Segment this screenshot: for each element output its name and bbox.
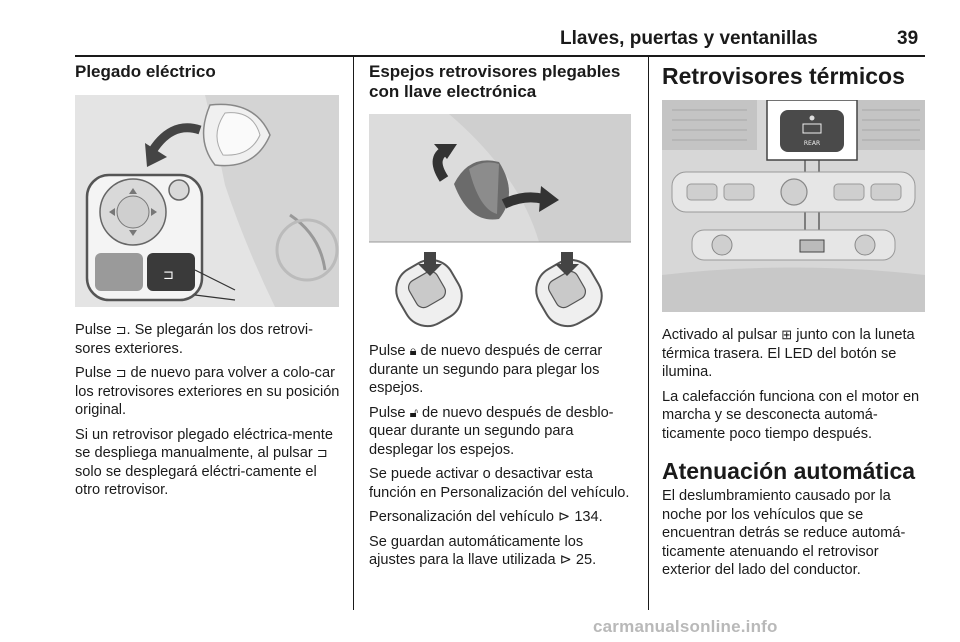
page-header-title: Llaves, puertas y ventanillas: [560, 28, 818, 49]
key-fob-drawing: [369, 114, 631, 328]
paragraph-plegado-3: Si un retrovisor plegado eléctrica-mente se despliega manualmente, al pulsar ⊐ solo se desplegará eléctri-camente el otro retrovisor.: [75, 426, 333, 498]
reference-arrow-icon: ⊳: [559, 552, 572, 568]
header-rule: [75, 55, 925, 57]
column-llave-electronica: [369, 62, 631, 576]
mirror-fold-icon: ⊐: [316, 445, 328, 460]
paragraph-atenuacion: El deslumbramiento causado por la noche por los vehículos que se encuentran detrás se reduce automá-ticamente atenuando el retrovisor exterior del lado del conductor.: [662, 488, 906, 578]
paragraph-llave-4: Personalización del vehículo ⊳ 134.: [369, 509, 603, 525]
section-heading-atenuacion: Atenuación automática: [662, 458, 916, 484]
paragraph-termicos-2: La calefacción funciona con el motor en marcha y se desconecta automá-ticamente poco tiempo después.: [662, 388, 920, 442]
paragraph-plegado-2: Pulse ⊐ de nuevo para volver a colo-car los retrovisores exteriores en su posición original.: [75, 365, 340, 418]
mirror-fold-icon: ⊐: [115, 322, 127, 337]
rear-defrost-icon: ⊞: [781, 327, 793, 342]
console-drawing: [662, 100, 925, 312]
column-retrovisores-termicos: [662, 62, 927, 586]
paragraph-plegado-1: Pulse ⊐. Se plegarán los dos retrovi-sores exteriores.: [75, 322, 314, 357]
key-fob-illustration: [369, 114, 631, 328]
rear-button-label: REAR: [803, 140, 821, 147]
paragraph-llave-2: Pulse 🔓︎ de nuevo después de desblo-quear durante un segundo para desplegar los espejos.: [369, 404, 614, 458]
column-divider-1: [353, 55, 354, 610]
lock-icon: 🔒︎: [409, 343, 417, 358]
mirror-switch-illustration: [75, 95, 339, 307]
section-heading-termicos: Retrovisores térmicos: [662, 63, 905, 89]
paragraph-llave-5: Se guardan automáticamente los ajustes para la llave utilizada ⊳ 25.: [369, 533, 597, 568]
column-plegado: [75, 62, 345, 506]
unlock-icon: 🔓︎: [409, 404, 418, 420]
paragraph-llave-1: Pulse 🔒︎ de nuevo después de cerrar durante un segundo para plegar los espejos.: [369, 343, 603, 396]
footer-watermark[interactable]: carmanualsonline.info: [593, 617, 778, 636]
section-heading-llave: Espejos retrovisores plegables con llave electrónica: [369, 62, 621, 101]
paragraph-llave-3: Se puede activar o desactivar esta función en Personalización del vehículo.: [369, 466, 630, 501]
section-heading-plegado: Plegado eléctrico: [75, 62, 216, 81]
column-divider-2: [648, 55, 649, 610]
reference-arrow-icon: ⊳: [558, 509, 571, 525]
page-number: 39: [897, 28, 919, 49]
mirror-fold-icon: ⊐: [115, 365, 127, 380]
svg-text:⊐: ⊐: [163, 268, 174, 283]
heated-mirror-console-illustration: [662, 100, 925, 312]
paragraph-termicos-1: Activado al pulsar ⊞ junto con la luneta térmica trasera. El LED del botón se ilumina.: [662, 327, 915, 380]
mirror-switch-drawing: [75, 95, 339, 307]
